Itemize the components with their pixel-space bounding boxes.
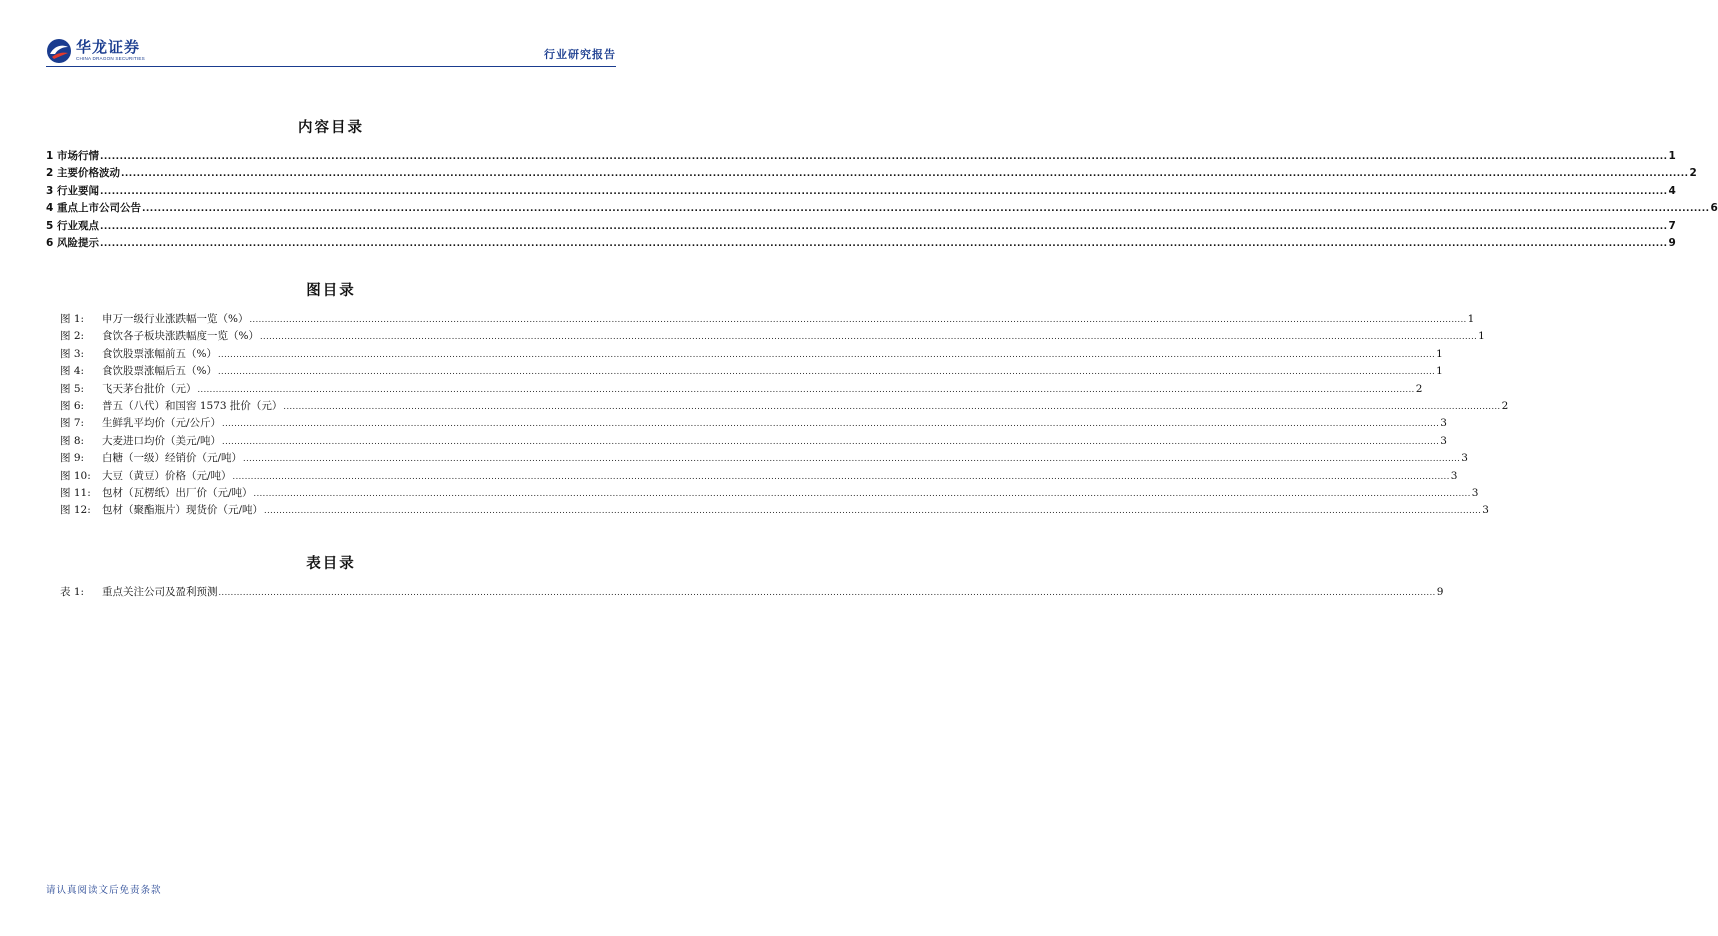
- figure-list-title: 图目录: [306, 283, 356, 299]
- toc-entry[interactable]: [60, 415, 1447, 432]
- entry-number: 图 3:: [60, 347, 85, 360]
- page-number: 1: [1436, 365, 1443, 378]
- entry-number: 图 12:: [60, 504, 91, 517]
- page-number: 1: [1478, 330, 1485, 343]
- contents-list: [46, 148, 1718, 252]
- toc-entry[interactable]: [60, 328, 1485, 345]
- entry-label: 4 重点上市公司公告: [46, 202, 141, 215]
- entry-number: 图 11:: [60, 486, 91, 499]
- figure-list: [60, 311, 1509, 520]
- entry-number: 图 8:: [60, 434, 85, 447]
- dot-leader: ................................................................................................................................................................................................................................................................................................................................................................................................................: [222, 419, 1440, 429]
- page-number: 9: [1668, 236, 1676, 249]
- toc-entry[interactable]: [46, 200, 1718, 217]
- entry-number: 图 6:: [60, 399, 85, 412]
- page-number: 2: [1415, 382, 1423, 395]
- toc-entry[interactable]: [46, 148, 1676, 165]
- toc-title: 内容目录: [298, 120, 364, 136]
- dot-leader: ................................................................................................................................................................................................................................................................................................................................................................................................................: [141, 204, 1710, 215]
- dot-leader: ................................................................................................................................................................................................................................................................................................................................................................................................................: [197, 384, 1415, 394]
- entry-label: 食饮股票涨幅前五（%）: [102, 347, 217, 360]
- company-logo: [46, 38, 145, 64]
- page-number: 4: [1668, 184, 1676, 197]
- dot-leader: ................................................................................................................................................................................................................................................................................................................................................................................................................: [217, 367, 1436, 377]
- page-number: 3: [1440, 417, 1447, 430]
- logo-en-text: CHINA DRAGON SECURITIES: [76, 56, 145, 62]
- toc-entry[interactable]: [60, 433, 1447, 450]
- dot-leader: ................................................................................................................................................................................................................................................................................................................................................................................................................: [120, 169, 1689, 180]
- table-list-title: 表目录: [306, 556, 356, 572]
- entry-label: 包材（瓦楞纸）出厂价（元/吨）: [102, 486, 253, 499]
- entry-label: 大豆（黄豆）价格（元/吨）: [102, 469, 232, 482]
- toc-entry[interactable]: [60, 381, 1423, 398]
- dot-leader: ................................................................................................................................................................................................................................................................................................................................................................................................................: [217, 349, 1436, 359]
- entry-number: 图 4:: [60, 365, 85, 378]
- table-list: [60, 584, 1444, 601]
- dot-leader: ................................................................................................................................................................................................................................................................................................................................................................................................................: [253, 488, 1471, 498]
- toc-entry[interactable]: [60, 584, 1444, 601]
- entry-number: 图 7:: [60, 417, 85, 430]
- dot-leader: ................................................................................................................................................................................................................................................................................................................................................................................................................: [222, 436, 1440, 446]
- entry-label: 6 风险提示: [46, 236, 99, 249]
- toc-entry[interactable]: [46, 183, 1676, 200]
- entry-label: 重点关注公司及盈利预测: [102, 586, 218, 598]
- report-type-label: 行业研究报告: [544, 48, 616, 61]
- page-header: [46, 36, 616, 66]
- entry-number: 图 5:: [60, 382, 85, 395]
- toc-entry[interactable]: [60, 502, 1489, 519]
- entry-label: 大麦进口均价（美元/吨）: [102, 434, 222, 447]
- page-number: 3: [1471, 486, 1479, 499]
- page-number: 3: [1461, 452, 1468, 465]
- toc-entry[interactable]: [46, 235, 1676, 252]
- dot-leader: ................................................................................................................................................................................................................................................................................................................................................................................................................: [232, 471, 1450, 481]
- dot-leader: ................................................................................................................................................................................................................................................................................................................................................................................................................: [259, 332, 1478, 342]
- toc-entry[interactable]: [60, 346, 1443, 363]
- page-number: 1: [1668, 150, 1676, 162]
- dot-leader: ................................................................................................................................................................................................................................................................................................................................................................................................................: [99, 186, 1668, 197]
- page-number: 6: [1710, 202, 1718, 215]
- dot-leader: ................................................................................................................................................................................................................................................................................................................................................................................................................: [99, 221, 1668, 232]
- page-number: 1: [1436, 347, 1443, 360]
- dot-leader: ................................................................................................................................................................................................................................................................................................................................................................................................................: [249, 315, 1467, 324]
- toc-entry[interactable]: [60, 485, 1479, 502]
- dot-leader: ................................................................................................................................................................................................................................................................................................................................................................................................................: [283, 401, 1501, 411]
- entry-number: 图 1:: [60, 313, 85, 325]
- entry-label: 飞天茅台批价（元）: [102, 382, 197, 395]
- logo-cn-text: 华龙证券: [76, 38, 141, 57]
- toc-entry[interactable]: [60, 363, 1443, 380]
- entry-label: 1 市场行情: [46, 150, 99, 162]
- dot-leader: ................................................................................................................................................................................................................................................................................................................................................................................................................: [99, 152, 1668, 162]
- disclaimer-footer: 请认真阅读文后免责条款: [46, 885, 162, 896]
- toc-entry[interactable]: [46, 165, 1697, 182]
- entry-number: 表 1:: [60, 586, 85, 598]
- toc-entry[interactable]: [60, 398, 1509, 415]
- page-number: 2: [1689, 167, 1697, 180]
- dot-leader: ................................................................................................................................................................................................................................................................................................................................................................................................................: [99, 238, 1668, 249]
- dot-leader: ................................................................................................................................................................................................................................................................................................................................................................................................................: [243, 454, 1461, 464]
- toc-entry[interactable]: [46, 218, 1676, 235]
- header-divider: [46, 66, 616, 67]
- page-number: 3: [1440, 434, 1447, 447]
- page-number: 3: [1450, 469, 1458, 482]
- dot-leader: ................................................................................................................................................................................................................................................................................................................................................................................................................: [218, 588, 1436, 597]
- page-number: 1: [1467, 313, 1475, 325]
- entry-number: 图 10:: [60, 469, 91, 482]
- page-number: 7: [1668, 219, 1676, 232]
- entry-label: 食饮股票涨幅后五（%）: [102, 365, 217, 378]
- entry-label: 普五（八代）和国窖 1573 批价（元）: [102, 399, 283, 412]
- dragon-logo-icon: [46, 38, 72, 64]
- toc-entry[interactable]: [60, 311, 1475, 328]
- entry-label: 生鲜乳平均价（元/公斤）: [102, 417, 222, 430]
- entry-label: 食饮各子板块涨跌幅度一览（%）: [102, 330, 259, 343]
- entry-number: 图 9:: [60, 452, 85, 465]
- entry-label: 申万一级行业涨跌幅一览（%）: [102, 313, 249, 325]
- page-number: 3: [1482, 504, 1489, 517]
- dot-leader: ................................................................................................................................................................................................................................................................................................................................................................................................................: [264, 506, 1482, 516]
- entry-number: 图 2:: [60, 330, 85, 343]
- page-number: 2: [1501, 399, 1509, 412]
- entry-label: 白糖（一级）经销价（元/吨）: [102, 452, 243, 465]
- entry-label: 5 行业观点: [46, 219, 99, 232]
- entry-label: 3 行业要闻: [46, 184, 99, 197]
- toc-entry[interactable]: [60, 450, 1468, 467]
- entry-label: 包材（聚酯瓶片）现货价（元/吨）: [102, 504, 264, 517]
- entry-label: 2 主要价格波动: [46, 167, 120, 180]
- toc-entry[interactable]: [60, 468, 1458, 485]
- page-number: 9: [1436, 586, 1444, 598]
